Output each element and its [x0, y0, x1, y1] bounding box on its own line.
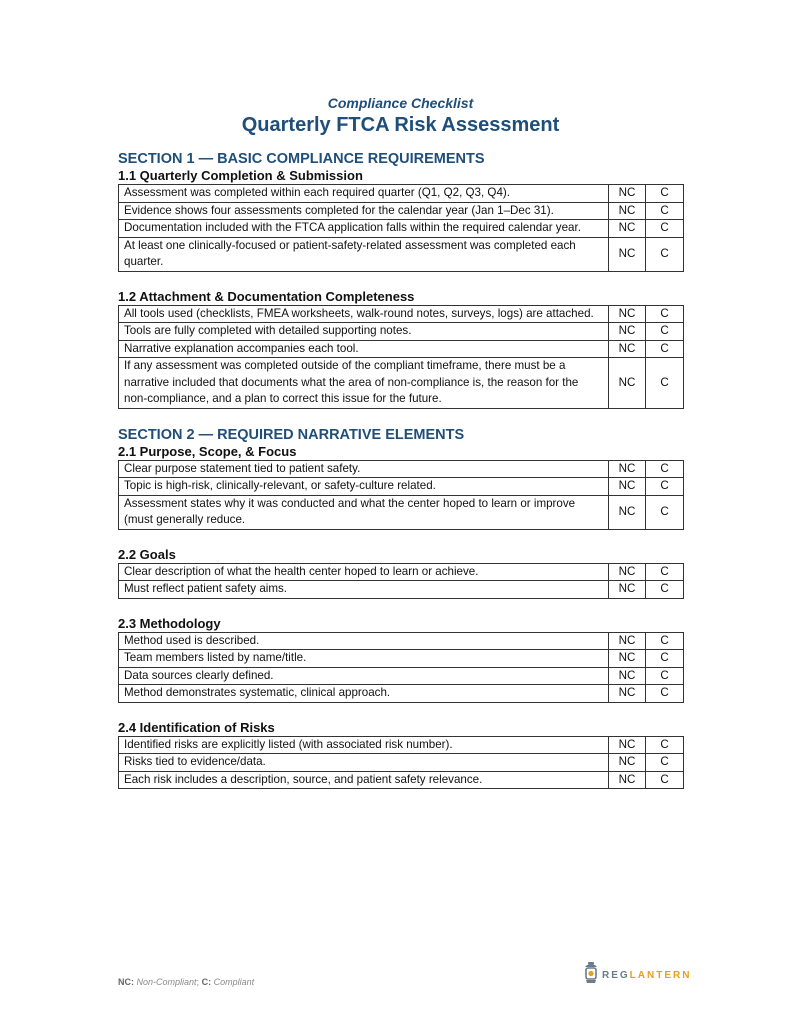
- checklist-row: [119, 495, 684, 529]
- compliant-cell[interactable]: C: [646, 495, 684, 529]
- document-page: [118, 94, 683, 806]
- subsection: [118, 168, 683, 272]
- checklist-item-text: Assessment states why it was conducted and what the center hoped to learn or improve (must generally reduce.: [119, 495, 609, 529]
- checklist-row: [119, 650, 684, 668]
- document-subtitle: Compliance Checklist: [327, 95, 474, 111]
- checklist-item-text: At least one clinically-focused or patient-safety-related assessment was completed each quarter.: [119, 237, 609, 271]
- subsection: [118, 547, 683, 599]
- compliant-cell[interactable]: C: [646, 460, 684, 478]
- non-compliant-cell[interactable]: NC: [609, 581, 646, 599]
- checklist-item-text: Clear description of what the health center hoped to learn or achieve.: [119, 563, 609, 581]
- checklist-row: [119, 563, 684, 581]
- non-compliant-cell[interactable]: NC: [609, 754, 646, 772]
- section-heading: SECTION 2 — REQUIRED NARRATIVE ELEMENTS: [118, 426, 465, 443]
- subsection-heading: 2.4 Identification of Risks: [118, 719, 275, 735]
- checklist-table: [118, 563, 684, 599]
- checklist-row: [119, 305, 684, 323]
- checklist-item-text: Team members listed by name/title.: [119, 650, 609, 668]
- logo-text-lantern: LANTERN: [629, 970, 692, 981]
- checklist-row: [119, 185, 684, 203]
- compliant-cell[interactable]: C: [646, 478, 684, 496]
- compliant-cell[interactable]: C: [646, 202, 684, 220]
- compliant-cell[interactable]: C: [646, 305, 684, 323]
- checklist-item-text: Data sources clearly defined.: [119, 667, 609, 685]
- footer-c-full: Compliant: [213, 977, 255, 987]
- checklist-row: [119, 667, 684, 685]
- compliant-cell[interactable]: C: [646, 581, 684, 599]
- sections-container: [118, 150, 683, 789]
- subsection-heading: 2.1 Purpose, Scope, & Focus: [118, 443, 297, 459]
- document-title: Quarterly FTCA Risk Assessment: [241, 114, 560, 136]
- checklist-item-text: Tools are fully completed with detailed supporting notes.: [119, 323, 609, 341]
- compliant-cell[interactable]: C: [646, 632, 684, 650]
- footer-separator: ;: [196, 977, 200, 987]
- checklist-row: [119, 771, 684, 789]
- checklist-item-text: Must reflect patient safety aims.: [119, 581, 609, 599]
- subsection: [118, 616, 683, 703]
- checklist-row: [119, 736, 684, 754]
- subsection-heading: 2.2 Goals: [118, 546, 176, 562]
- non-compliant-cell[interactable]: NC: [609, 736, 646, 754]
- checklist-row: [119, 358, 684, 409]
- compliant-cell[interactable]: C: [646, 358, 684, 409]
- reglantern-logo: [583, 962, 691, 989]
- non-compliant-cell[interactable]: NC: [609, 460, 646, 478]
- compliant-cell[interactable]: C: [646, 185, 684, 203]
- checklist-row: [119, 237, 684, 271]
- checklist-item-text: Method used is described.: [119, 632, 609, 650]
- footer-nc-full: Non-Compliant: [136, 977, 197, 987]
- section-heading: SECTION 1 — BASIC COMPLIANCE REQUIREMENTS: [118, 151, 485, 167]
- checklist-item-text: Narrative explanation accompanies each tool.: [119, 340, 609, 358]
- checklist-table: [118, 184, 684, 272]
- non-compliant-cell[interactable]: NC: [609, 340, 646, 358]
- checklist-item-text: Identified risks are explicitly listed (with associated risk number).: [119, 736, 609, 754]
- compliant-cell[interactable]: C: [646, 650, 684, 668]
- checklist-table: [118, 460, 684, 530]
- compliant-cell[interactable]: C: [646, 667, 684, 685]
- subsection: [118, 444, 683, 530]
- non-compliant-cell[interactable]: NC: [609, 495, 646, 529]
- non-compliant-cell[interactable]: NC: [609, 358, 646, 409]
- compliant-cell[interactable]: C: [646, 685, 684, 703]
- checklist-item-text: All tools used (checklists, FMEA worksheets, walk-round notes, surveys, logs) are attached.: [119, 305, 609, 323]
- checklist-row: [119, 323, 684, 341]
- checklist-row: [119, 340, 684, 358]
- compliant-cell[interactable]: C: [646, 563, 684, 581]
- compliant-cell[interactable]: C: [646, 237, 684, 271]
- subsection: [118, 720, 683, 790]
- checklist-table: [118, 736, 684, 790]
- checklist-item-text: Method demonstrates systematic, clinical approach.: [119, 685, 609, 703]
- checklist-row: [119, 581, 684, 599]
- logo-text-reg: REG: [602, 970, 630, 981]
- checklist-item-text: Each risk includes a description, source, and patient safety relevance.: [119, 771, 609, 789]
- checklist-row: [119, 632, 684, 650]
- checklist-item-text: If any assessment was completed outside of the compliant timeframe, there must be a narrative included that documents what the area of non-compliance is, the reason for the non-compliance, and a plan to correct this issue for the future.: [119, 358, 609, 409]
- non-compliant-cell[interactable]: NC: [609, 632, 646, 650]
- compliant-cell[interactable]: C: [646, 220, 684, 238]
- checklist-item-text: Evidence shows four assessments completed for the calendar year (Jan 1–Dec 31).: [119, 202, 609, 220]
- footer-c-abbr: C:: [201, 977, 212, 987]
- non-compliant-cell[interactable]: NC: [609, 667, 646, 685]
- non-compliant-cell[interactable]: NC: [609, 650, 646, 668]
- compliant-cell[interactable]: C: [646, 736, 684, 754]
- checklist-item-text: Topic is high-risk, clinically-relevant, or safety-culture related.: [119, 478, 609, 496]
- checklist-row: [119, 754, 684, 772]
- subsection-heading: 1.2 Attachment & Documentation Completeness: [118, 288, 415, 304]
- subsection-heading: 1.1 Quarterly Completion & Submission: [118, 168, 363, 183]
- compliant-cell[interactable]: C: [646, 754, 684, 772]
- compliant-cell[interactable]: C: [646, 340, 684, 358]
- non-compliant-cell[interactable]: NC: [609, 220, 646, 238]
- non-compliant-cell[interactable]: NC: [609, 202, 646, 220]
- non-compliant-cell[interactable]: NC: [609, 237, 646, 271]
- subsection-heading: 2.3 Methodology: [118, 615, 221, 631]
- non-compliant-cell[interactable]: NC: [609, 478, 646, 496]
- compliant-cell[interactable]: C: [646, 323, 684, 341]
- checklist-row: [119, 202, 684, 220]
- footer-nc-abbr: NC:: [118, 977, 134, 987]
- checklist-item-text: Assessment was completed within each required quarter (Q1, Q2, Q3, Q4).: [119, 185, 609, 203]
- checklist-table: [118, 632, 684, 703]
- checklist-row: [119, 478, 684, 496]
- non-compliant-cell[interactable]: NC: [609, 323, 646, 341]
- checklist-item-text: Documentation included with the FTCA application falls within the required calendar year.: [119, 220, 609, 238]
- subsection: [118, 289, 683, 409]
- lantern-icon: [583, 962, 599, 989]
- checklist-row: [119, 685, 684, 703]
- non-compliant-cell[interactable]: NC: [609, 563, 646, 581]
- checklist-row: [119, 460, 684, 478]
- non-compliant-cell[interactable]: NC: [609, 185, 646, 203]
- checklist-item-text: Risks tied to evidence/data.: [119, 754, 609, 772]
- non-compliant-cell[interactable]: NC: [609, 685, 646, 703]
- checklist-row: [119, 220, 684, 238]
- footer-legend: [118, 977, 254, 987]
- non-compliant-cell[interactable]: NC: [609, 771, 646, 789]
- compliant-cell[interactable]: C: [646, 771, 684, 789]
- non-compliant-cell[interactable]: NC: [609, 305, 646, 323]
- logo-wordmark: [602, 970, 691, 981]
- checklist-item-text: Clear purpose statement tied to patient safety.: [119, 460, 609, 478]
- checklist-table: [118, 305, 684, 409]
